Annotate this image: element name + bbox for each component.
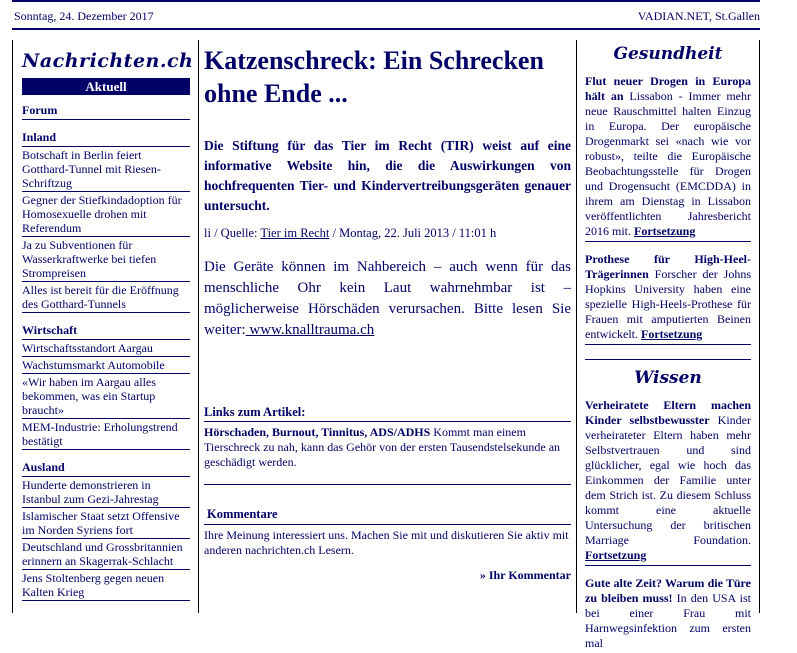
- sidebar-news-item[interactable]: Hunderte demonstrieren in Istanbul zum Gezi-Jahrestag: [22, 477, 190, 508]
- knowledge-item-title[interactable]: Verheiratete Eltern machen Kinder selbstbewusster: [585, 398, 751, 427]
- aktuell-header[interactable]: Aktuell: [22, 78, 190, 95]
- health-heading[interactable]: Gesundheit: [613, 44, 723, 64]
- health-item-title[interactable]: Flut neuer Drogen in Europa hält an: [585, 74, 751, 103]
- links-content: [204, 425, 571, 470]
- health-item: [585, 74, 751, 242]
- knowledge-item-text: In den USA ist bei einer Frau mit Harnwegsinfektion zum ersten mal: [585, 591, 751, 650]
- article-body: [204, 257, 571, 341]
- continue-link[interactable]: Fortsetzung: [585, 548, 647, 562]
- meta-author: li / Quelle:: [204, 226, 258, 240]
- links-description: Kommt man einem Tierschreck zu nah, kann das Gehör von der ersten Tausendstelsekunde an geschädigt werden.: [204, 425, 561, 469]
- site-name[interactable]: VADIAN.NET, St.Gallen: [637, 9, 760, 23]
- sidebar-news-item[interactable]: MEM-Industrie: Erholungstrend bestätigt: [22, 419, 190, 450]
- sidebar-news-item[interactable]: Alles ist bereit für die Eröffnung des Gotthard-Tunnels: [22, 282, 190, 313]
- current-date: Sonntag, 24. Dezember 2017: [14, 9, 154, 23]
- source-link[interactable]: Tier im Recht: [260, 226, 330, 240]
- links-heading: Links zum Artikel:: [204, 405, 571, 422]
- sidebar-news-item[interactable]: Wirtschaftsstandort Aargau: [22, 340, 190, 357]
- health-item-title[interactable]: Prothese für High-Heel-Trägerinnen: [585, 252, 751, 281]
- divider: [204, 484, 571, 485]
- continue-link[interactable]: Fortsetzung: [634, 224, 696, 238]
- sidebar-news-item[interactable]: Deutschland und Grossbritannien erinnern an Skagerrak-Schlacht: [22, 539, 190, 570]
- sidebar-news-item[interactable]: Wachstumsmarkt Automobile: [22, 357, 190, 374]
- left-sidebar: [12, 40, 199, 613]
- brand-logo[interactable]: Nachrichten.ch: [22, 50, 194, 72]
- sidebar-news-item[interactable]: Gegner der Stiefkindadoption für Homosexuelle drohen mit Referendum: [22, 192, 190, 237]
- article: [204, 40, 571, 583]
- comments-text: Ihre Meinung interessiert uns. Machen Sie mit und diskutieren Sie aktiv mit anderen nachrichten.ch Lesern.: [204, 528, 569, 557]
- knowledge-item: [585, 398, 751, 566]
- article-headline: Katzenschreck: Ein Schrecken ohne Ende ...: [204, 46, 544, 108]
- section-heading-wirtschaft[interactable]: Wirtschaft: [22, 323, 190, 340]
- knowledge-item-title[interactable]: Gute alte Zeit? Warum die Türe zu bleiben muss!: [585, 576, 751, 605]
- article-meta: [204, 226, 571, 241]
- body-text: Die Geräte können im Nahbereich – auch wenn für das menschliche Ohr kein Laut wahrnehmbar ist – möglicherweise Hörschäden verursachen. Bitte lesen Sie weiter:: [204, 259, 571, 338]
- knowledge-item-text: Kinder verheirateter Eltern haben mehr Selbstvertrauen und sind glücklicher, egal wie hoch das Einkommen der Familie unter dem Strich ist. Zu diesem Schluss kommt eine aktuelle Untersuchung der britischen Marriage Foundation.: [585, 413, 751, 547]
- sidebar-forum-link[interactable]: Forum: [22, 103, 190, 120]
- top-rule: [12, 0, 760, 2]
- health-item: [585, 252, 751, 345]
- comments-heading: Kommentare: [204, 507, 571, 525]
- continue-link[interactable]: Fortsetzung: [640, 327, 703, 341]
- sidebar-news-item[interactable]: Islamischer Staat setzt Offensive im Norden Syriens fort: [22, 508, 190, 539]
- sidebar-news-item[interactable]: Jens Stoltenberg gegen neuen Kalten Krieg: [22, 570, 190, 601]
- links-tags[interactable]: Hörschaden, Burnout, Tinnitus, ADS/ADHS: [204, 425, 431, 439]
- your-comment-link[interactable]: » Ihr Kommentar: [479, 568, 571, 582]
- right-sidebar: [576, 40, 760, 650]
- knalltrauma-link[interactable]: www.knalltrauma.ch: [245, 322, 375, 338]
- health-item-text: Lissabon - Immer mehr neue Rauschmittel halten Einzug in Europa. Der europäische Drogenmarkt sei «nach wie vor robust», teilte die Europäische Beobachtungsstelle für Drogen und Drogensucht (EMCDDA) in ihrem am Dienstag in Lissabon veröffentlichten Jahresbericht 2016 mit.: [585, 89, 751, 238]
- sidebar-news-item[interactable]: «Wir haben im Aargau alles bekommen, was ein Startup braucht»: [22, 374, 190, 419]
- knowledge-item: [585, 576, 751, 653]
- section-heading-ausland[interactable]: Ausland: [22, 460, 190, 477]
- top-bar: [12, 4, 760, 30]
- meta-date: / Montag, 22. Juli 2013 / 11:01 h: [332, 226, 497, 240]
- section-heading-inland[interactable]: Inland: [22, 130, 190, 147]
- article-lead: Die Stiftung für das Tier im Recht (TIR) weist auf eine informative Website hin, die die Auswirkungen von hochfrequenten Tier- und Kindervertreibungsgeräten genauer untersucht.: [204, 138, 571, 213]
- health-item-text: Forscher der Johns Hopkins University haben eine spezielle High-Heels-Prothese für Frauen mit amputierten Beinen entwickelt.: [585, 267, 751, 341]
- sidebar-news-item[interactable]: Botschaft in Berlin feiert Gotthard-Tunnel mit Riesen-Schriftzug: [22, 147, 190, 192]
- knowledge-heading[interactable]: Wissen: [585, 359, 751, 388]
- sidebar-news-item[interactable]: Ja zu Subventionen für Wasserkraftwerke bei tiefen Strompreisen: [22, 237, 190, 282]
